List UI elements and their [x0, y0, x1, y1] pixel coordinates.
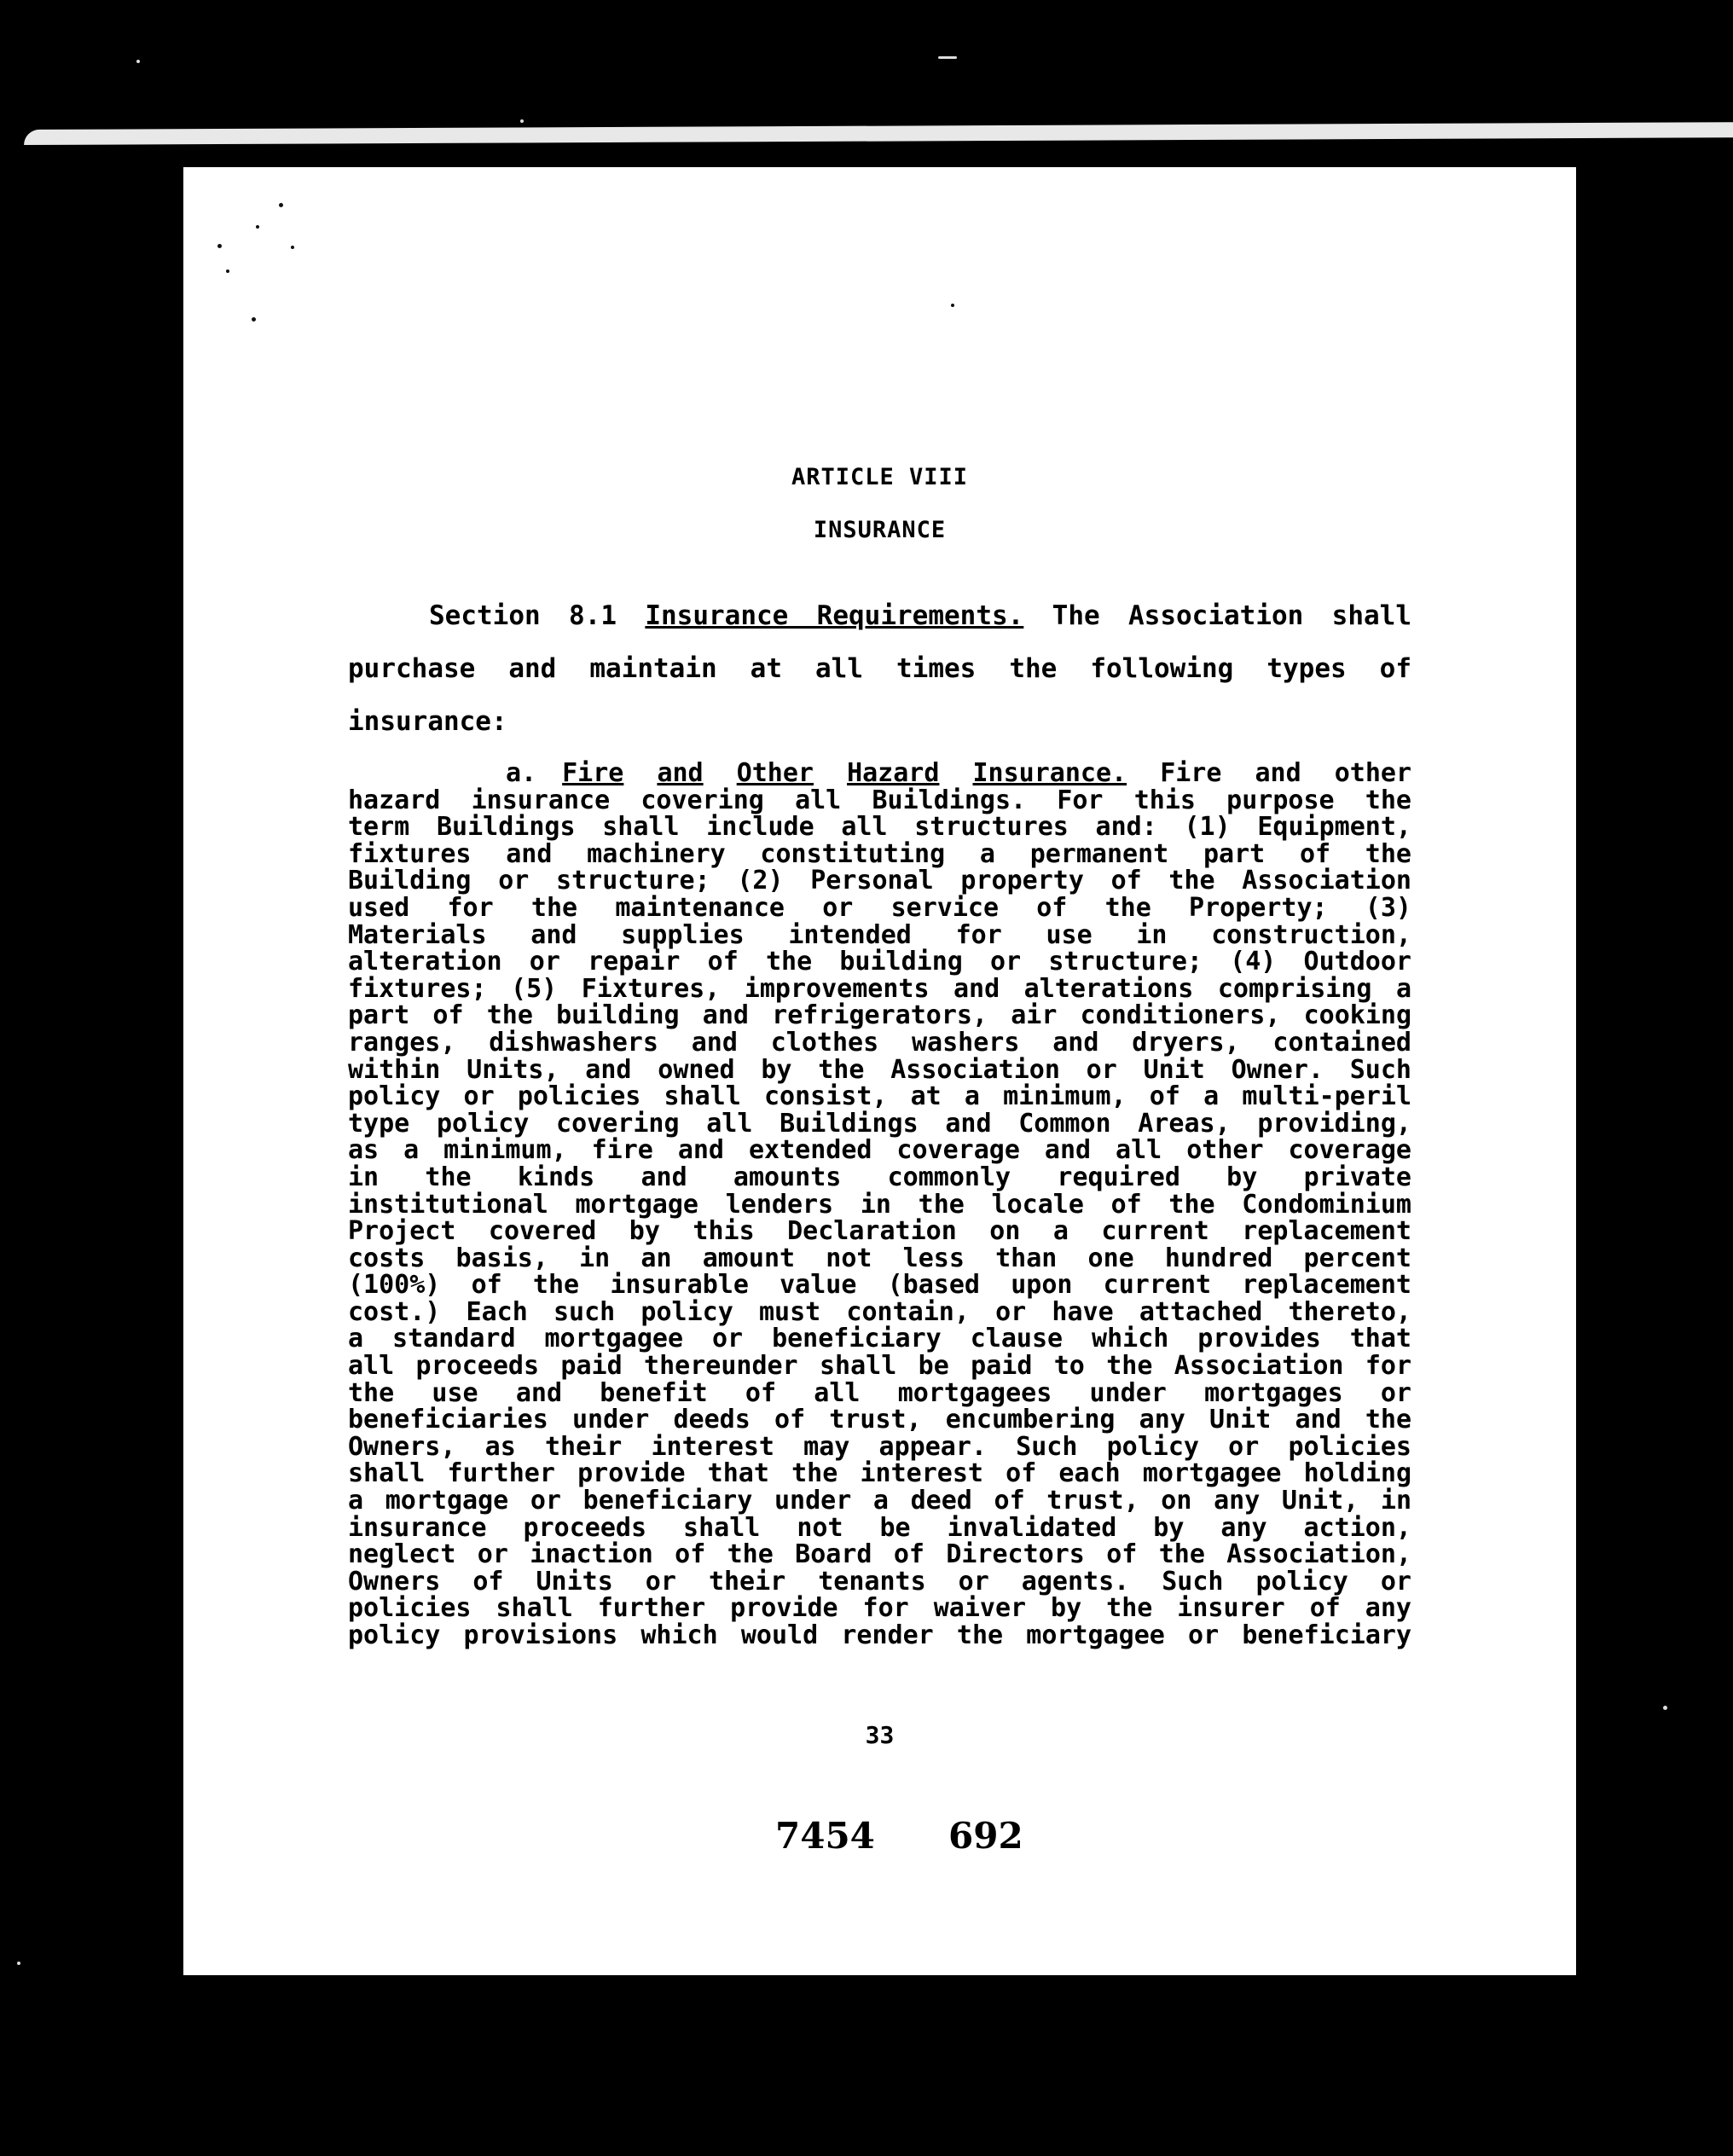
item-a-line: hazard insurance covering all Buildings. For this purpose the — [348, 785, 1411, 815]
item-a-line: policies shall further provide for waiver by the insurer of any — [348, 1593, 1411, 1624]
item-a-line: type policy covering all Buildings and Common Areas, providing, — [348, 1108, 1411, 1139]
scan-dot — [226, 270, 229, 273]
scan-speck — [17, 1962, 20, 1965]
item-a-line: part of the building and refrigerators, air conditioners, cooking — [348, 1000, 1411, 1031]
item-a-heading-word: Fire — [562, 758, 624, 788]
item-a-heading-word: Hazard — [847, 758, 940, 788]
scan-dot — [951, 304, 954, 307]
item-a-line: fixtures; (5) Fixtures, improvements and alterations comprising a — [348, 973, 1411, 1004]
section-label: Section 8.1 — [429, 600, 617, 631]
item-a-line: policy or policies shall consist, at a minimum, of a multi-peril — [348, 1081, 1411, 1112]
item-a-line: cost.) Each such policy must contain, or have attached thereto, — [348, 1296, 1411, 1327]
scan-dot — [252, 317, 256, 322]
item-a-paragraph — [348, 760, 1411, 1649]
section-text: The Association shall purchase and maintain at all times the following types of insurance: — [348, 600, 1411, 737]
item-a-line: fixtures and machinery constituting a permanent part of the — [348, 838, 1411, 869]
scan-dot — [256, 225, 259, 229]
page-number: 33 — [865, 1721, 895, 1749]
item-a-line: Owners, as their interest may appear. Such policy or policies — [348, 1431, 1411, 1462]
item-a-line: term Buildings shall include all structures and: (1) Equipment, — [348, 812, 1411, 843]
section-8-1-paragraph — [348, 589, 1411, 748]
item-a-line: Fire and other — [1160, 758, 1412, 788]
article-subtitle: INSURANCE — [813, 517, 947, 543]
item-a-line: the use and benefit of all mortgagees under mortgages or — [348, 1377, 1411, 1408]
item-a-line: costs basis, in an amount not less than one hundred percent — [348, 1243, 1411, 1273]
item-a-line: beneficiaries under deeds of trust, encumbering any Unit and the — [348, 1405, 1411, 1435]
item-a-line: used for the maintenance or service of the Property; (3) — [348, 892, 1411, 923]
item-a-line: (100%) of the insurable value (based upon current replacement — [348, 1270, 1411, 1301]
item-a-line: insurance proceeds shall not be invalidated by any action, — [348, 1512, 1411, 1543]
item-a-line: a mortgage or beneficiary under a deed of trust, on any Unit, in — [348, 1486, 1411, 1516]
item-a-line: alteration or repair of the building or structure; (4) Outdoor — [348, 947, 1411, 977]
scan-dot — [217, 244, 222, 248]
article-title: ARTICLE VIII — [791, 464, 969, 490]
item-a-line: Owners of Units or their tenants or agents. Such policy or — [348, 1566, 1411, 1597]
item-a-line: all proceeds paid thereunder shall be paid to the Association for — [348, 1351, 1411, 1382]
item-a-line: in the kinds and amounts commonly required by private — [348, 1162, 1411, 1192]
item-a-line: ranges, dishwashers and clothes washers and dryers, contained — [348, 1027, 1411, 1058]
scan-speck — [136, 60, 140, 63]
item-a-label: a. — [506, 758, 537, 788]
item-a-line: Building or structure; (2) Personal property of the Association — [348, 866, 1411, 896]
item-a-line: a standard mortgagee or beneficiary clause which provides that — [348, 1324, 1411, 1354]
document-page — [183, 167, 1576, 1975]
item-a-line: within Units, and owned by the Association or Unit Owner. Such — [348, 1054, 1411, 1085]
item-a-line: institutional mortgage lenders in the locale of the Condominium — [348, 1189, 1411, 1220]
item-a-line: as a minimum, fire and extended coverage and all other coverage — [348, 1135, 1411, 1166]
scan-speck — [938, 56, 957, 59]
item-a-line: shall further provide that the interest of each mortgagee holding — [348, 1458, 1411, 1489]
item-a-line: Project covered by this Declaration on a current replacement — [348, 1216, 1411, 1247]
item-a-line: Materials and supplies intended for use in construction, — [348, 919, 1411, 950]
document-stamp-page: 692 — [948, 1815, 1023, 1857]
item-a-heading-word: and — [657, 758, 704, 788]
item-a-first-line — [348, 760, 1411, 787]
scan-top-edge — [24, 122, 1733, 145]
section-8-1 — [348, 589, 1411, 748]
item-a-heading-word: Insurance. — [972, 758, 1127, 788]
item-a-heading-word: Other — [736, 758, 814, 788]
scan-dot — [279, 203, 283, 207]
item-a-line: policy provisions which would render the mortgagee or beneficiary — [348, 1620, 1411, 1650]
item-a-line: neglect or inaction of the Board of Directors of the Association, — [348, 1539, 1411, 1570]
document-stamp-number: 7454 — [775, 1815, 875, 1857]
scan-speck — [520, 119, 524, 123]
section-heading: Insurance Requirements. — [645, 600, 1024, 631]
scan-dot — [291, 246, 294, 249]
scan-speck — [1663, 1706, 1667, 1710]
